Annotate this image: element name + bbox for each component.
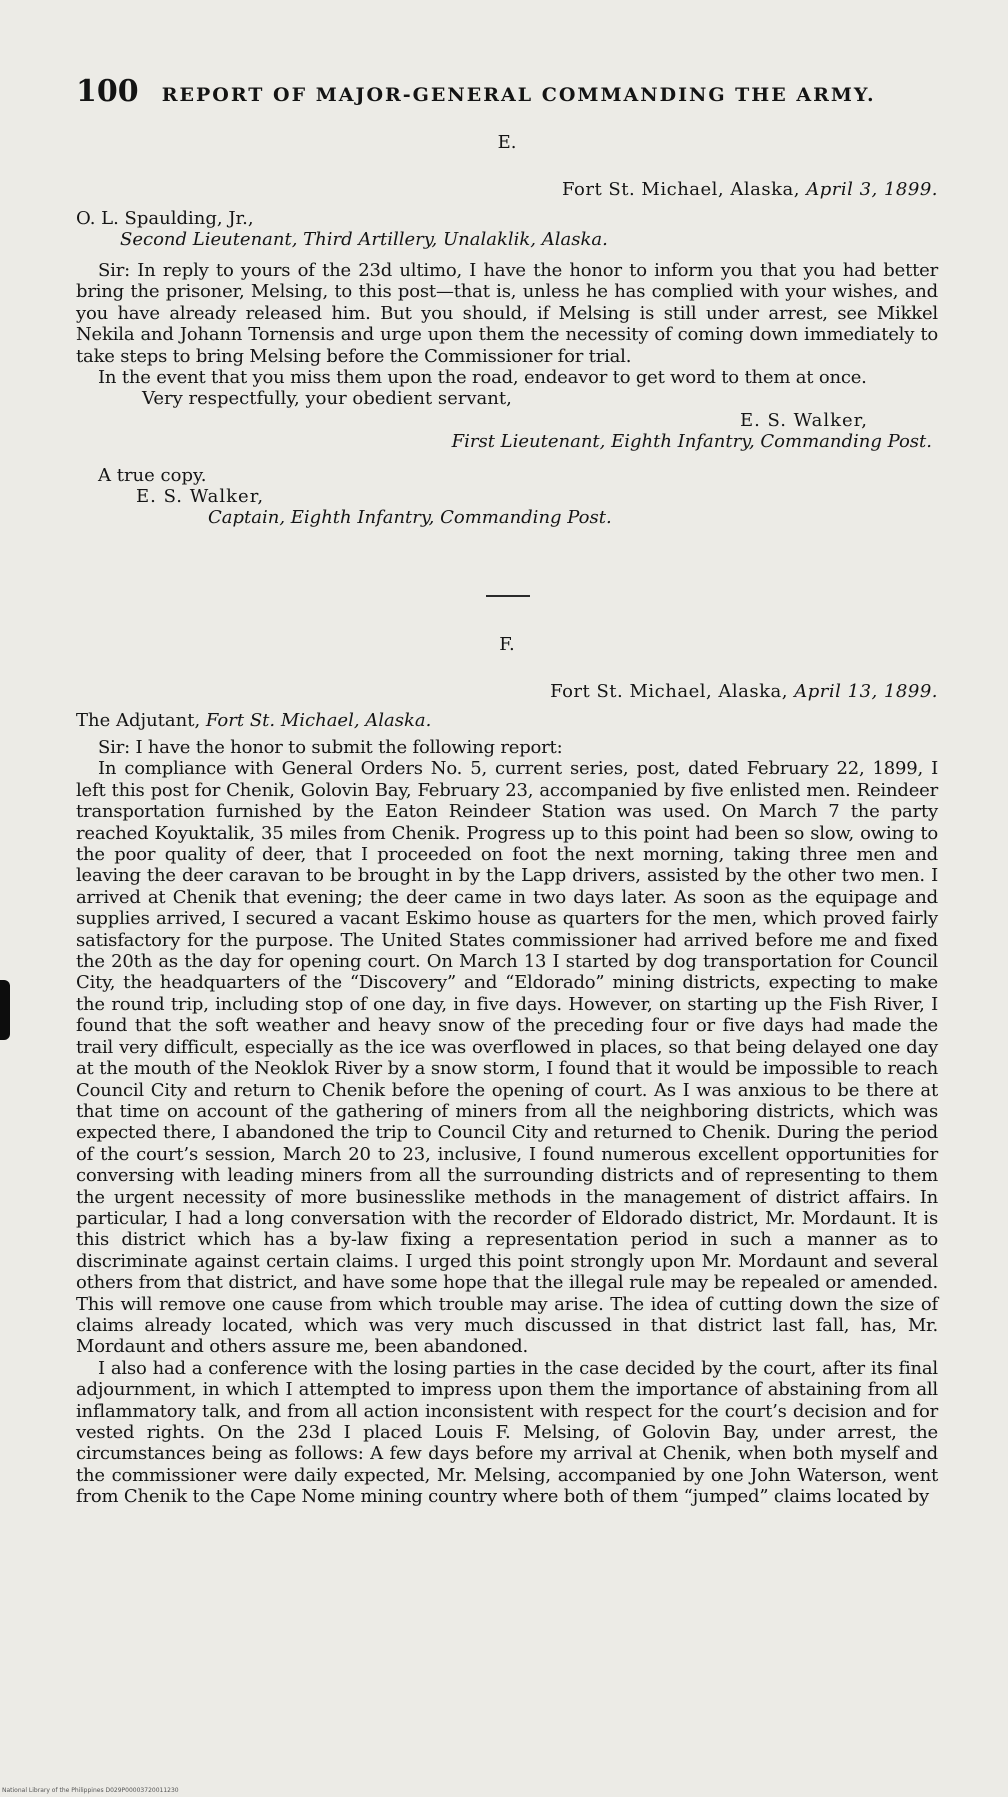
letter-e-copy-name: E. S. Walker, xyxy=(136,486,265,508)
letter-f-dateline-place: Fort St. Michael, Alaska, xyxy=(550,681,789,702)
letter-f-dateline-date: April 13, 1899. xyxy=(794,681,938,702)
letter-e-paragraph: Sir: In reply to yours of the 23d ultimo, I have the honor to inform you that you had better bring the prisoner, Melsing, to this post—that is, unless he has complied with your wishes, and you have already released him. But you should, if Melsing is still under arrest, see Mikkel Nekila and Johann Tornensis and urge upon them the necessity of coming down immediately to take steps to bring Melsing before the Commissioner for trial. xyxy=(76,260,938,367)
letter-e-copy-title: Captain, Eighth Infantry, Commanding Post. xyxy=(208,507,612,529)
letter-e-true-copy xyxy=(98,465,938,529)
letter-e-addressee-title: Second Lieutenant, Third Artillery, Unalaklik, Alaska. xyxy=(120,229,608,250)
letter-e-paragraph: In the event that you miss them upon the road, endeavor to get word to them at once. xyxy=(98,367,867,389)
letter-f-paragraph: In compliance with General Orders No. 5, current series, post, dated February 22, 1899, I left this post for Chenik, Golovin Bay, February 23, accompanied by five enlisted men. Reindeer transportation furnished by the Eaton Reindeer Station was used. On March 7 the party reached Koyuktalik, 35 miles from Chenik. Progress up to this point had been so slow, owing to the poor quality of deer, that I proceeded on foot the next morning, taking three men and leaving the deer caravan to be brought in by the Lapp drivers, assisted by the other two men. I arrived at Chenik that evening; the deer came in two days later. As soon as the equipage and supplies arrived, I secured a vacant Eskimo house as quarters for the men, which proved fairly satisfactory for the purpose. The United States commissioner had arrived before me and fixed the 20th as the day for opening court. On March 13 I started by dog transportation for Council City, the headquarters of the “Discovery” and “Eldorado” mining districts, expecting to make the round trip, including stop of one day, in five days. However, on starting up the Fish River, I found that the soft weather and heavy snow of the preceding four or five days had made the trail very difficult, especially as the ice was overflowed in places, so that being delayed one day at the mouth of the Neoklok River by a snow storm, I found that it would be impossible to reach Council City and return to Chenik before the opening of court. As I was anxious to be there at that time on account of the gathering of miners from all the neighboring districts, which was expected there, I abandoned the trip to Council City and returned to Chenik. During the period of the court’s session, March 20 to 23, inclusive, I found numerous excellent opportunities for conversing with leading miners from all the surrounding districts and of representing to them the urgent necessity of more businesslike methods in the management of district affairs. In particular, I had a long conversation with the recorder of Eldorado district, Mr. Mordaunt. It is this district which has a by-law fixing a representation period in such a manner as to discriminate against certain claims. I urged this point strongly upon Mr. Mordaunt and several others from that district, and have some hope that the illegal rule may be repealed or amended. This will remove one cause from which trouble may arise. The idea of cutting down the size of claims already located, which was very much discussed in that district last fall, has, Mr. Mordaunt and others assure me, been abandoned. xyxy=(76,758,938,1358)
letter-e-label: E. xyxy=(497,132,517,153)
page-number: 100 xyxy=(76,74,139,109)
section-divider xyxy=(486,595,530,597)
letter-e-dateline xyxy=(76,179,938,200)
letter-e-copy-note: A true copy. xyxy=(98,464,207,486)
letter-f-addressee-prefix: The Adjutant, xyxy=(76,710,201,731)
letter-e xyxy=(76,132,938,529)
letter-f-dateline xyxy=(76,681,938,702)
letter-e-addressee xyxy=(76,208,938,250)
letter-f xyxy=(76,634,938,1508)
letter-e-dateline-place: Fort St. Michael, Alaska, xyxy=(562,179,800,200)
page-header xyxy=(76,74,896,109)
running-title: REPORT OF MAJOR-GENERAL COMMANDING THE ARMY. xyxy=(161,84,876,106)
letter-e-closing: Very respectfully, your obedient servant, xyxy=(142,388,512,410)
letter-f-paragraph: I also had a conference with the losing parties in the case decided by the court, after its final adjournment, in which I attempted to impress upon them the importance of abstaining from all inflammatory talk, and from all action inconsistent with respect for the court’s decision and for vested rights. On the 23d I placed Louis F. Melsing, of Golovin Bay, under arrest, the circumstances being as follows: A few days before my arrival at Chenik, when both myself and the commissioner were daily expected, Mr. Melsing, accompanied by one John Waterson, went from Chenik to the Cape Nome mining country where both of them “jumped” claims located by xyxy=(76,1357,938,1508)
scan-credit: National Library of the Philippines D029P00003720011230 xyxy=(2,1787,179,1794)
letter-f-addressee-rest: Fort St. Michael, Alaska. xyxy=(205,710,432,731)
letter-e-signature-name: E. S. Walker, xyxy=(739,409,868,431)
letter-e-addressee-name: O. L. Spaulding, Jr., xyxy=(76,208,254,229)
scan-binding-mark xyxy=(0,980,10,1040)
letter-e-signature-title: First Lieutenant, Eighth Infantry, Commanding Post. xyxy=(451,431,932,453)
letter-f-addressee xyxy=(76,710,938,731)
letter-f-label: F. xyxy=(499,634,515,655)
letter-f-paragraph: Sir: I have the honor to submit the following report: xyxy=(98,737,563,758)
letter-e-dateline-date: April 3, 1899. xyxy=(806,179,938,200)
